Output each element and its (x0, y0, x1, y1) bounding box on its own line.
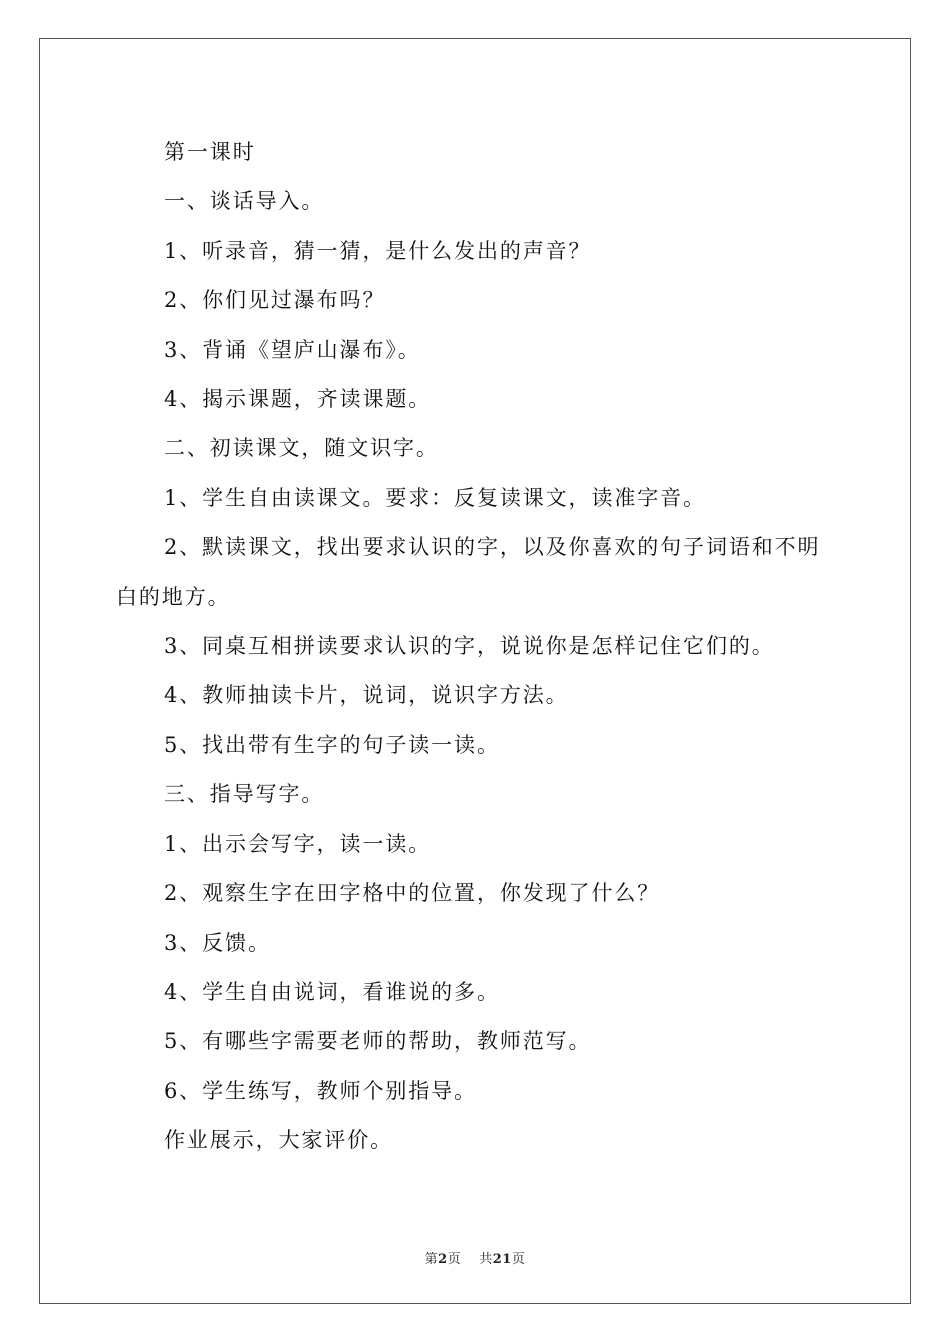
list-item: 3、反馈。 (164, 930, 271, 955)
list-item: 4、教师抽读卡片，说词，说识字方法。 (164, 683, 569, 708)
section-heading-3: 三、指导写字。 (164, 782, 325, 807)
section-heading-2: 二、初读课文，随文识字。 (164, 436, 439, 461)
list-item: 1、出示会写字，读一读。 (164, 831, 432, 856)
list-item: 5、找出带有生字的句子读一读。 (164, 732, 500, 757)
list-item: 6、学生练写，教师个别指导。 (164, 1078, 477, 1103)
page-footer (0, 1248, 950, 1267)
total-suffix: 页 (511, 1252, 526, 1267)
lesson-heading: 第一课时 (164, 140, 256, 164)
total-pages: 21 (492, 1252, 512, 1267)
list-item: 1、学生自由读课文。要求：反复读课文，读准字音。 (164, 485, 706, 510)
list-item: 2、你们见过瀑布吗？ (164, 288, 386, 313)
section-heading-1: 一、谈话导入。 (164, 189, 325, 214)
list-item: 3、背诵《望庐山瀑布》。 (164, 337, 421, 362)
list-item: 2、观察生字在田字格中的位置，你发现了什么？ (164, 881, 661, 906)
list-item: 1、听录音，猜一猜，是什么发出的声音？ (164, 238, 592, 263)
document-body (116, 128, 836, 1166)
list-item: 4、学生自由说词，看谁说的多。 (164, 979, 500, 1004)
list-item: 2、默读课文，找出要求认识的字，以及你喜欢的句子词语和不明白的地方。 (116, 535, 821, 609)
total-prefix: 共 (479, 1252, 493, 1267)
closing-paragraph: 作业展示，大家评价。 (164, 1128, 393, 1153)
page-suffix: 页 (447, 1252, 462, 1267)
page-number: 2 (438, 1252, 448, 1267)
list-item: 4、揭示课题，齐读课题。 (164, 387, 432, 412)
list-item: 5、有哪些字需要老师的帮助，教师范写。 (164, 1029, 592, 1054)
page-prefix: 第 (424, 1252, 439, 1267)
list-item: 3、同桌互相拼读要求认识的字，说说你是怎样记住它们的。 (164, 634, 775, 659)
